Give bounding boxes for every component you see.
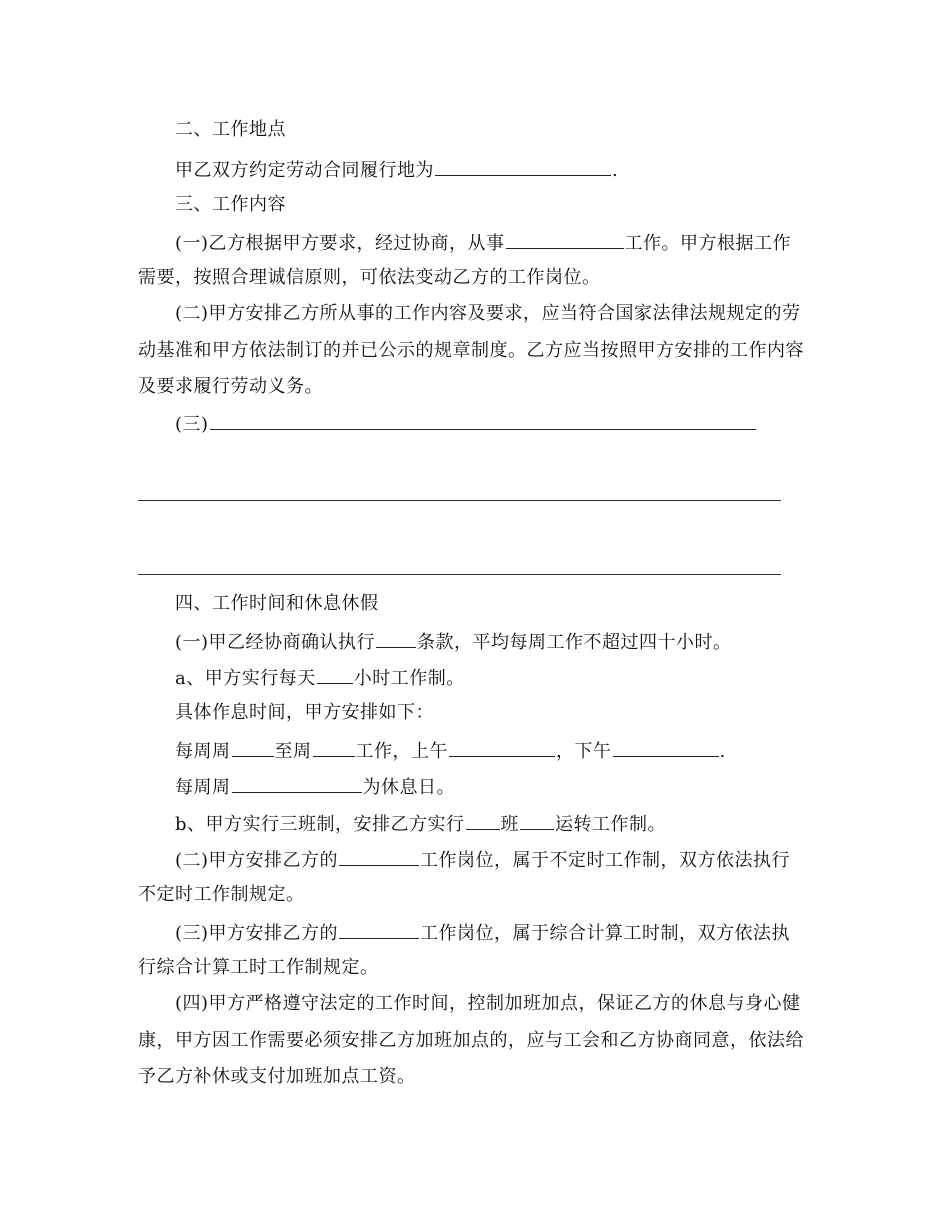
paragraph-line: b、甲方实行三班制，安排乙方实行 班 运转工作制。 <box>175 811 666 837</box>
fill-in-blank[interactable] <box>449 738 555 757</box>
paragraph-line: 康，甲方因工作需要必须安排乙方加班加点的，应与工会和乙方协商同意，依法给 <box>138 1030 804 1051</box>
fill-in-blank[interactable] <box>210 411 756 430</box>
paragraph-line: (一)甲乙经协商确认执行 条款，平均每周工作不超过四十小时。 <box>175 629 732 655</box>
section-heading-work-content: 三、工作内容 <box>175 194 286 215</box>
fill-in-blank[interactable] <box>435 157 611 176</box>
paragraph-work-location: 甲乙双方约定劳动合同履行地为 . <box>175 157 618 183</box>
fill-in-blank[interactable] <box>506 230 624 249</box>
paragraph-line: 行综合计算工时工作制规定。 <box>138 957 379 978</box>
section-heading-work-location: 二、工作地点 <box>175 119 286 140</box>
paragraph-line: 予乙方补休或支付加班加点工资。 <box>138 1066 416 1087</box>
paragraph-line: (四)甲方严格遵守法定的工作时间，控制加班加点，保证乙方的休息与身心健 <box>175 993 801 1014</box>
fill-in-line[interactable] <box>138 574 781 575</box>
paragraph-line: (三) <box>175 411 757 437</box>
paragraph-line: 每周周 至周 工作，上午 ，下午 . <box>175 738 726 764</box>
fill-in-blank[interactable] <box>466 811 500 830</box>
section-heading-work-hours: 四、工作时间和休息休假 <box>175 593 379 614</box>
fill-in-blank[interactable] <box>232 738 274 757</box>
fill-in-blank[interactable] <box>520 811 554 830</box>
fill-in-blank[interactable] <box>339 920 419 939</box>
fill-in-blank[interactable] <box>232 774 362 793</box>
fill-in-blank[interactable] <box>613 738 719 757</box>
paragraph-line: 需要，按照合理诚信原则，可依法变动乙方的工作岗位。 <box>138 267 601 288</box>
fill-in-blank[interactable] <box>339 847 419 866</box>
fill-in-line[interactable] <box>138 500 781 501</box>
paragraph-line: (二)甲方安排乙方的 工作岗位，属于不定时工作制，双方依法执行 <box>175 847 790 873</box>
fill-in-blank[interactable] <box>317 665 353 684</box>
paragraph-line: (三)甲方安排乙方的 工作岗位，属于综合计算工时制，双方依法执 <box>175 920 790 946</box>
paragraph-line: 及要求履行劳动义务。 <box>138 376 323 397</box>
paragraph-line: (二)甲方安排乙方所从事的工作内容及要求，应当符合国家法律法规规定的劳 <box>175 303 801 324</box>
paragraph-line: (一)乙方根据甲方要求，经过协商，从事 工作。甲方根据工作 <box>175 230 791 256</box>
paragraph-line: 不定时工作制规定。 <box>138 884 305 905</box>
paragraph-line: a、甲方实行每天 小时工作制。 <box>175 665 465 691</box>
fill-in-blank[interactable] <box>313 738 355 757</box>
paragraph-line: 每周周 为休息日。 <box>175 774 455 800</box>
paragraph-line: 具体作息时间，甲方安排如下： <box>175 702 434 723</box>
paragraph-line: 动基准和甲方依法制订的并已公示的规章制度。乙方应当按照甲方安排的工作内容 <box>138 340 804 361</box>
fill-in-blank[interactable] <box>376 629 416 648</box>
